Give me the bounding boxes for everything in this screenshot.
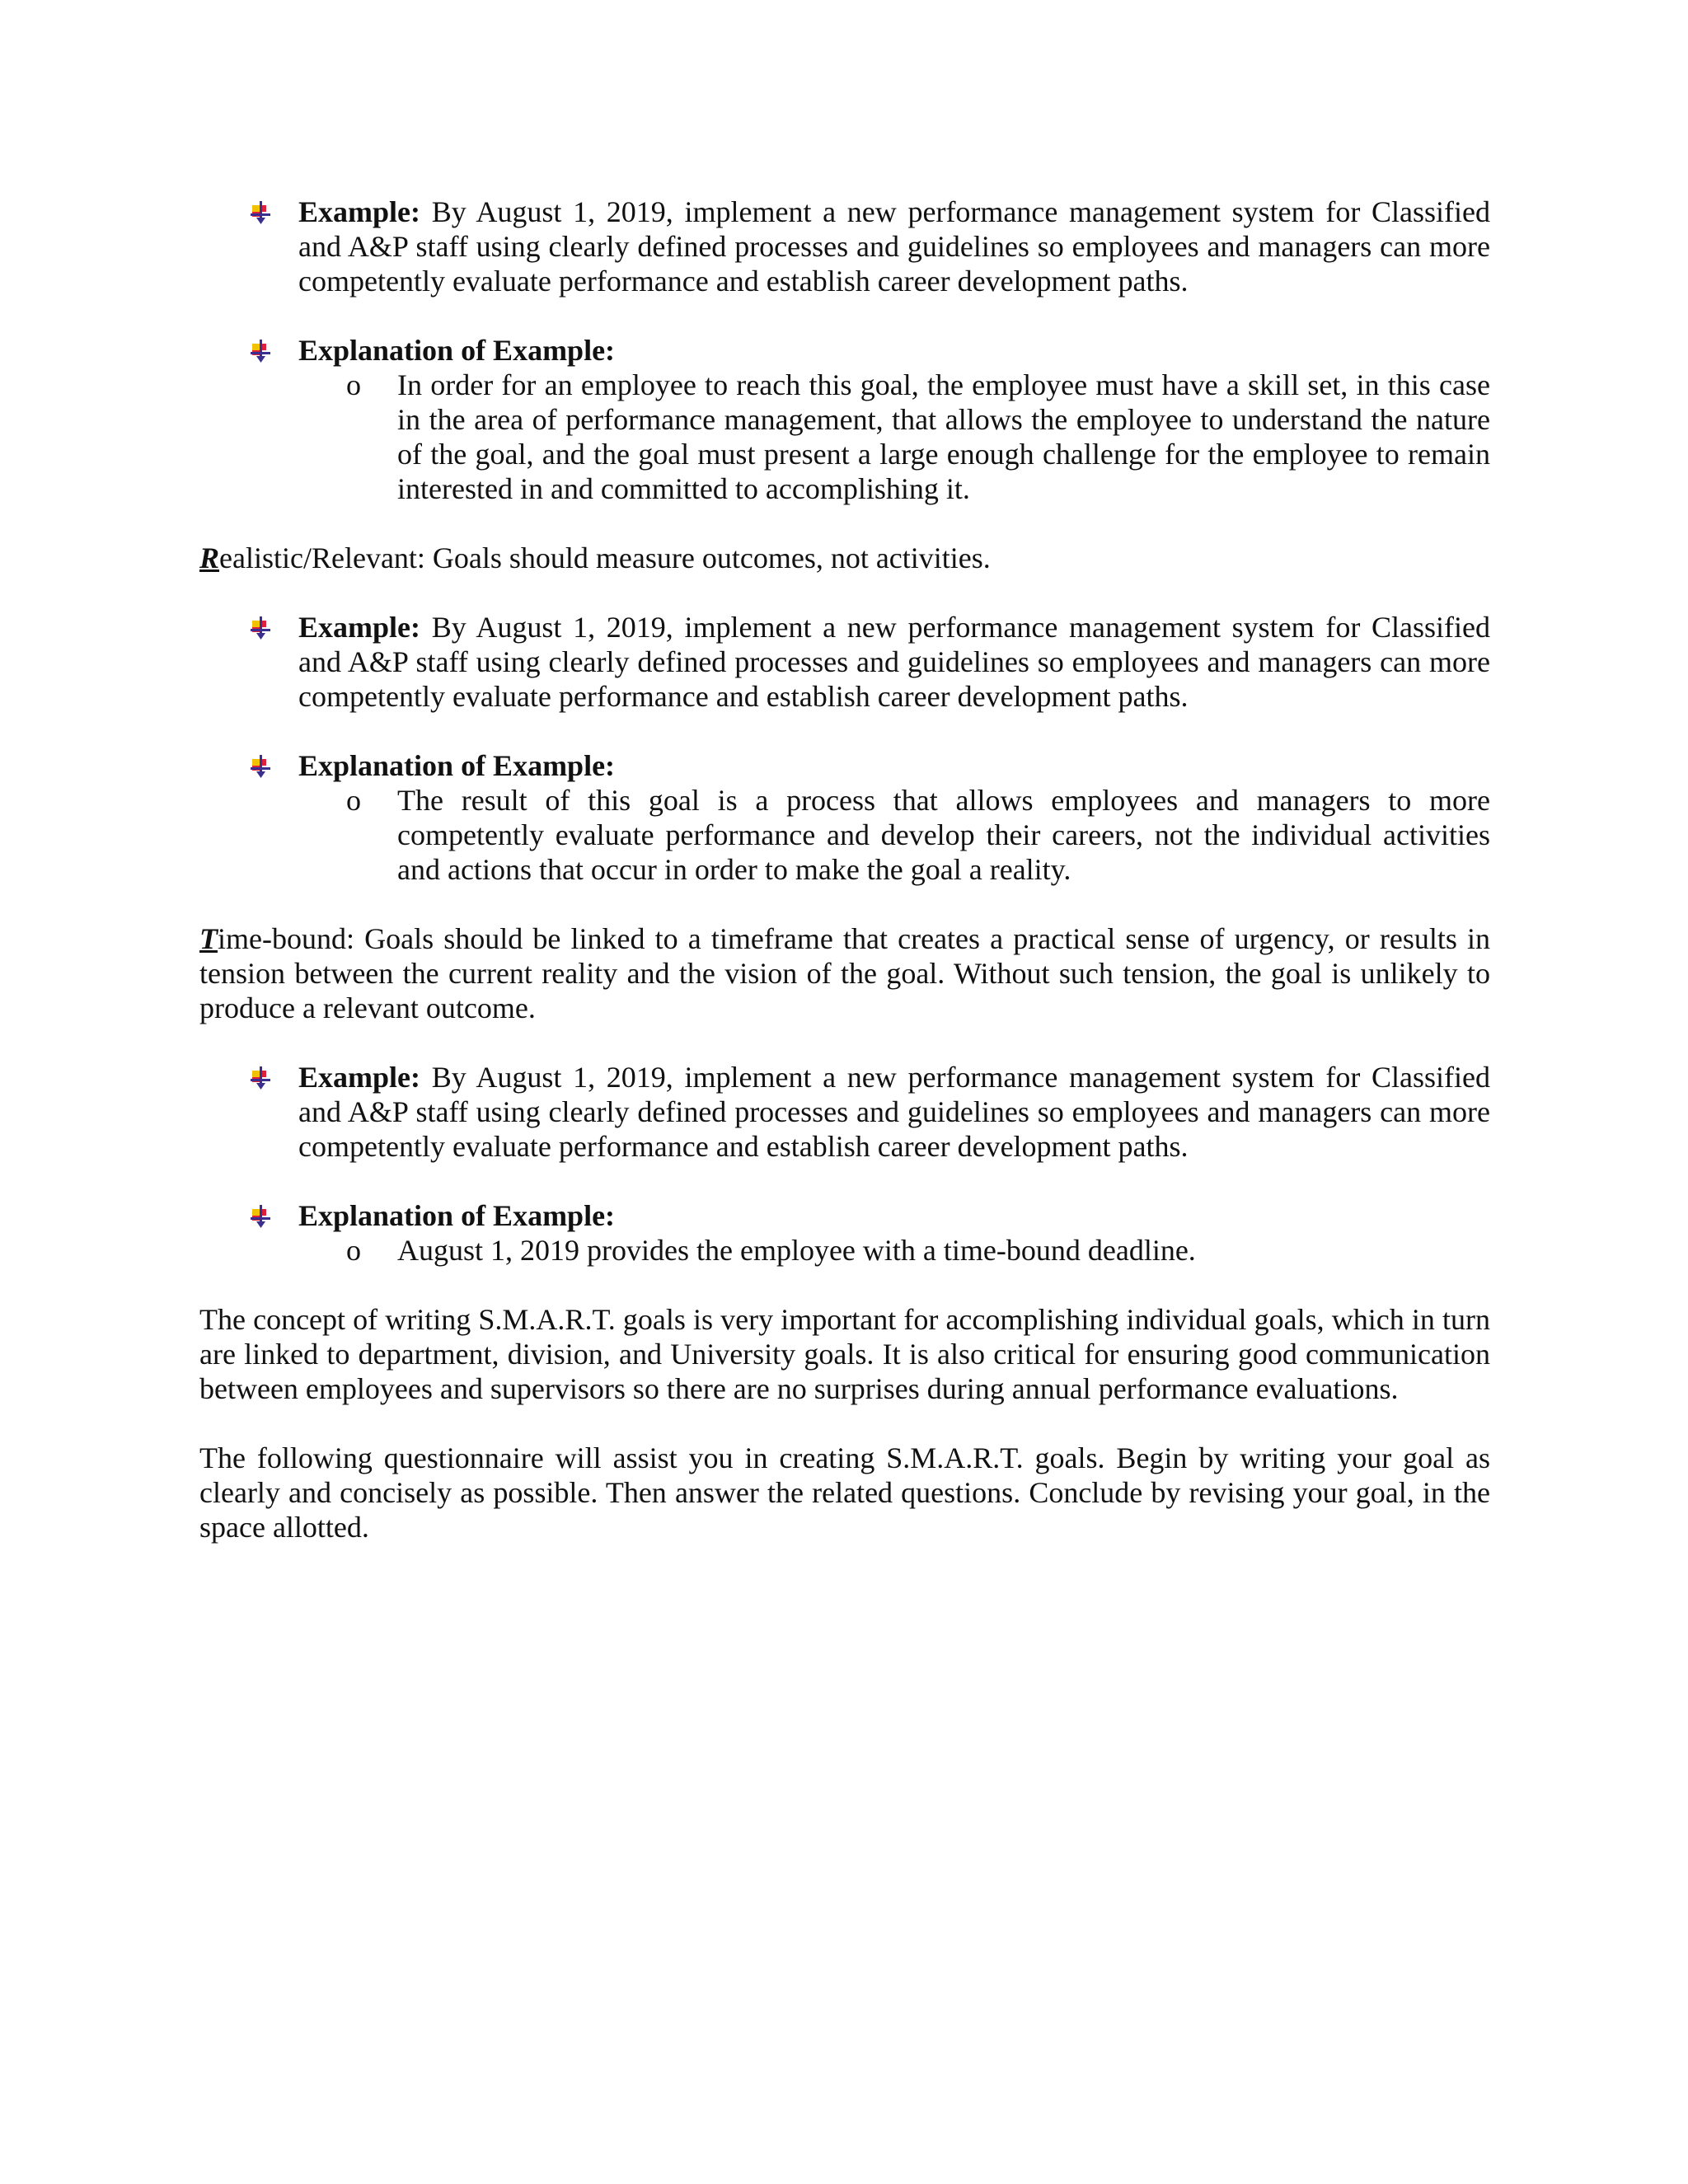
circle-bullet-icon: o: [346, 368, 361, 401]
arrow-bullet-icon: [249, 616, 274, 640]
document-page: [199, 194, 1490, 1544]
explanation-label: Explanation of Example:: [298, 1199, 616, 1232]
explanation-text: August 1, 2019 provides the employee with a time-bound deadline.: [397, 1234, 1196, 1267]
explanation-label: Explanation of Example:: [298, 749, 616, 782]
heading-text: ealistic/Relevant: Goals should measure outcomes, not activities.: [219, 541, 991, 574]
explanation-text: The result of this goal is a process that allows employees and managers to more competently evaluate performance and develop their careers, not the individual activities and actions that occur in order to make the goal a reality.: [397, 784, 1490, 886]
example-item-timebound: [199, 1060, 1490, 1164]
example-body: By August 1, 2019, implement a new performance management system for Classified and A&P staff using clearly defined processes and guidelines so employees and managers can more competently evaluate performance and establish career development paths.: [298, 611, 1490, 713]
explanation-text: In order for an employee to reach this goal, the employee must have a skill set, in this case in the area of performance management, that allows the employee to understand the nature of the goal, and the goal must present a large enough challenge for the employee to remain interested in and committed to accomplishing it.: [397, 368, 1490, 505]
section-heading-realistic: [199, 541, 1490, 575]
arrow-bullet-icon: [249, 1066, 274, 1090]
example-item-realistic: [199, 610, 1490, 714]
explanation-subitem-timebound: [199, 1233, 1490, 1268]
example-label: Example:: [298, 1061, 420, 1094]
heading-initial: T: [199, 922, 218, 955]
explanation-item-attainable: [199, 333, 1490, 368]
example-body: By August 1, 2019, implement a new performance management system for Classified and A&P staff using clearly defined processes and guidelines so employees and managers can more competently evaluate performance and establish career development paths.: [298, 1061, 1490, 1163]
arrow-bullet-icon: [249, 1204, 274, 1229]
explanation-subitem-attainable: [199, 368, 1490, 506]
heading-text: ime-bound: Goals should be linked to a timeframe that creates a practical sense of urgency, or results in tension between the current reality and the vision of the goal. Without such tension, the goal is unlikely to produce a relevant outcome.: [199, 922, 1490, 1024]
explanation-subitem-realistic: [199, 783, 1490, 887]
circle-bullet-icon: o: [346, 1234, 361, 1267]
arrow-bullet-icon: [249, 754, 274, 779]
example-text: [298, 195, 1490, 298]
closing-paragraph-1: The concept of writing S.M.A.R.T. goals is very important for accomplishing individual goals, which in turn are linked to department, division, and University goals. It is also critical for ensuring good communication between employees and supervisors so there are no surprises during annual performance evaluations.: [199, 1303, 1490, 1405]
arrow-bullet-icon: [249, 339, 274, 363]
example-text: [298, 1061, 1490, 1163]
section-heading-timebound: [199, 921, 1490, 1025]
explanation-label: Explanation of Example:: [298, 334, 616, 367]
example-body: By August 1, 2019, implement a new performance management system for Classified and A&P staff using clearly defined processes and guidelines so employees and managers can more competently evaluate performance and establish career development paths.: [298, 195, 1490, 298]
explanation-item-realistic: [199, 748, 1490, 783]
example-text: [298, 611, 1490, 713]
heading-initial: R: [199, 541, 220, 574]
arrow-bullet-icon: [249, 200, 274, 225]
closing-paragraph-2: The following questionnaire will assist you in creating S.M.A.R.T. goals. Begin by writing your goal as clearly and concisely as possible. Then answer the related questions. Conclude by revising your goal, in the space allotted.: [199, 1441, 1490, 1544]
example-label: Example:: [298, 195, 420, 228]
example-label: Example:: [298, 611, 420, 644]
circle-bullet-icon: o: [346, 784, 361, 817]
example-item-attainable: [199, 194, 1490, 298]
explanation-item-timebound: [199, 1198, 1490, 1233]
